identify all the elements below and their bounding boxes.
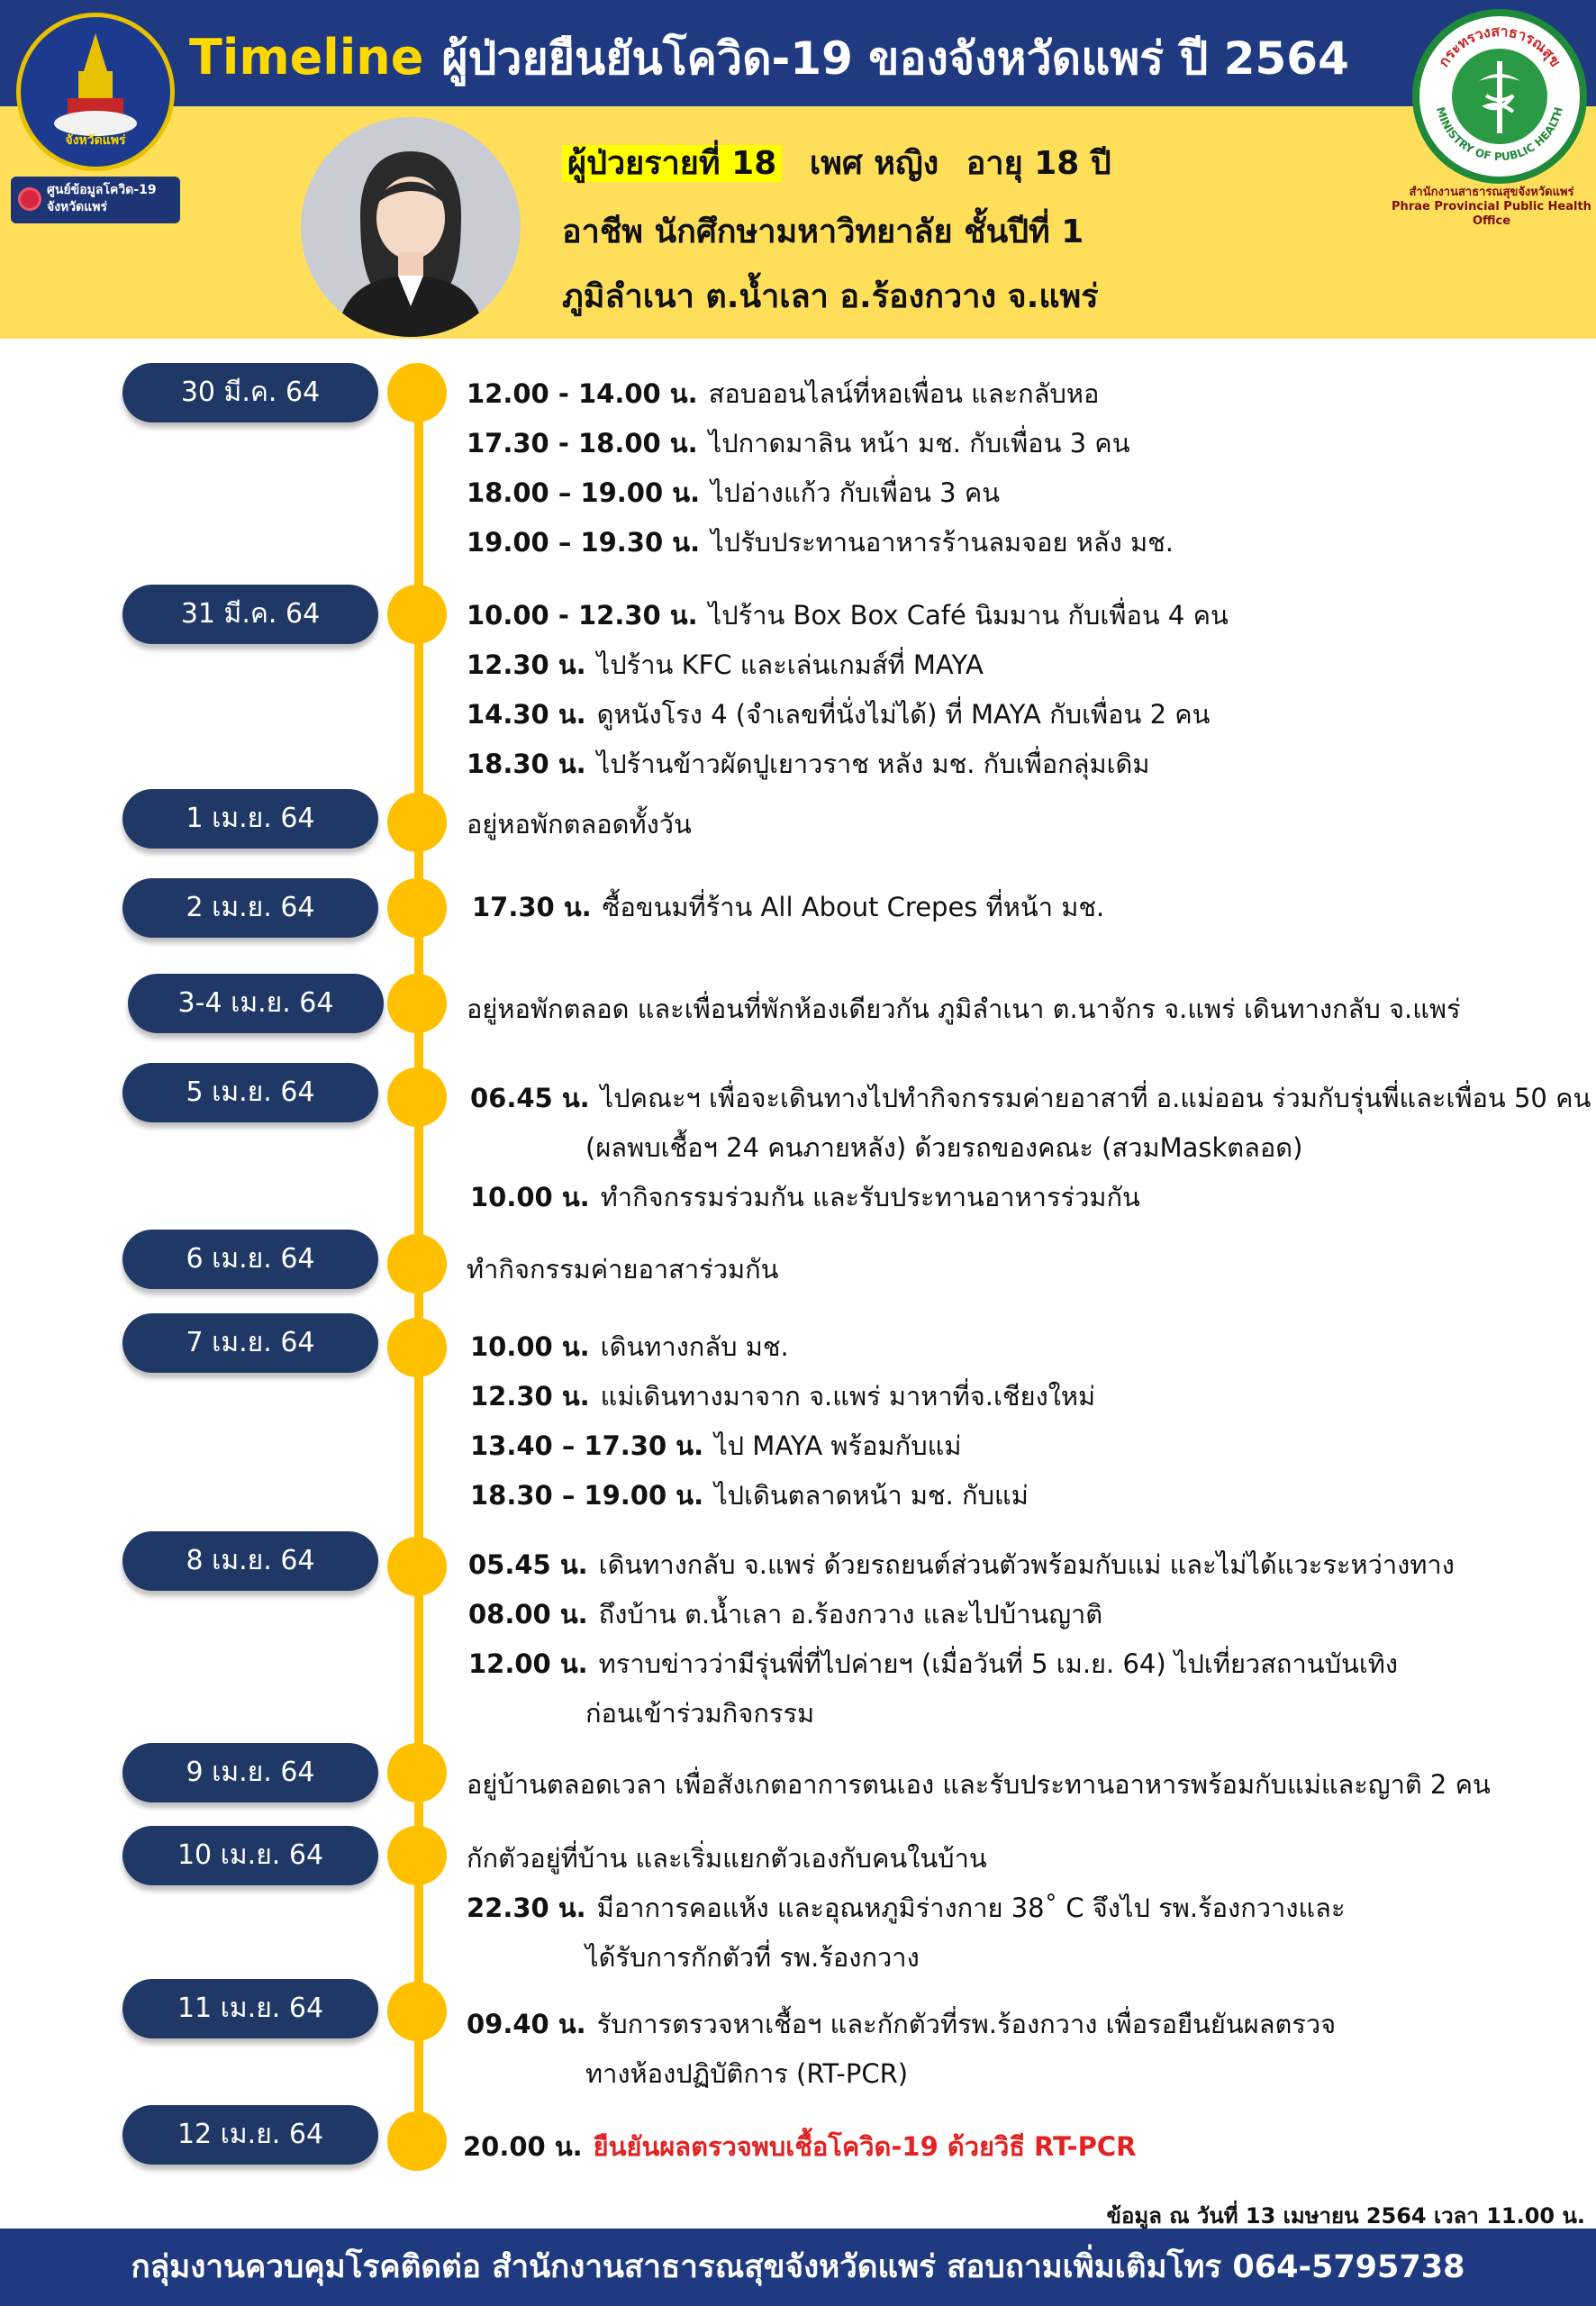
event-text: ไปอ่างแก้ว กับเพื่อน 3 คน [711,477,1001,508]
event-text: รับการตรวจหาเชื้อฯ และกักตัวที่รพ.ร้องกวาง เพื่อรอยืนยันผลตรวจ [596,2009,1337,2039]
timeline-event [467,522,1174,563]
event-text: ซื้อขนมที่ร้าน All About Crepes ที่หน้า มช. [602,892,1105,922]
timeline-event [470,1326,789,1367]
event-time: 13.40 – 17.30 น. [470,1430,704,1461]
patient-hometown: ภูมิลำเนา ต.น้ำเลา อ.ร้องกวาง จ.แพร่ [562,278,1099,315]
timeline-dot [387,1826,447,1885]
event-time: 12.00 - 14.00 น. [467,378,698,409]
event-text: ทราบข่าวว่ามีรุ่นพี่ที่ไปค่ายฯ (เมื่อวันที่ 5 เม.ย. 64) ไปเที่ยวสถานบันเทิง [598,1648,1399,1679]
timeline-dot [387,585,447,644]
timeline-dot [387,363,447,422]
covid-center-line1: ศูนย์ข้อมูลโควิด-19 [47,183,157,197]
timeline-event [585,2053,908,2094]
timeline-event [585,1693,814,1734]
event-time: 06.45 น. [470,1083,590,1113]
event-text: ไป MAYA พร้อมกับแม่ [714,1430,962,1461]
moph-logo-icon [1412,9,1587,184]
event-time: 12.30 น. [467,649,586,680]
event-time: 20.00 น. [463,2131,583,2162]
timeline-event [467,472,1000,513]
timeline-event [470,1475,1029,1516]
timeline-dot [387,1067,447,1127]
covid-data-center-badge [11,177,180,223]
patient-occupation: อาชีพ นักศึกษามหาวิทยาลัย ชั้นปีที่ 1 [562,213,1084,250]
timeline-dot [387,1982,447,2041]
timeline-event [463,2126,1137,2167]
event-time: 10.00 น. [470,1182,590,1212]
event-text: อยู่หอพักตลอด และเพื่อนที่พักห้องเดียวกัน ภูมิลำเนา ต.นาจักร จ.แพร่ เดินทางกลับ จ.แพร่ [467,994,1461,1024]
patient-number: ผู้ป่วยรายที่ 18 [562,145,782,182]
timeline-date: 1 เม.ย. 64 [122,789,378,849]
event-text: กักตัวอยู่ที่บ้าน และเริ่มแยกตัวเองกับคนในบ้าน [467,1843,987,1874]
virus-icon [18,187,41,211]
timeline-event [468,1544,1455,1585]
timeline-dot [387,1743,447,1802]
event-time: 10.00 น. [470,1331,590,1362]
event-text: ดูหนังโรง 4 (จำเลขที่นั่งไม่ได้) ที่ MAYA กับเพื่อน 2 คน [596,699,1211,730]
timeline-event [467,1764,1491,1805]
event-text: ไปร้าน KFC และเล่นเกมส์ที่ MAYA [596,649,984,680]
event-text: ไปรับประทานอาหารร้านลมจอย หลัง มช. [711,527,1174,558]
footer [0,2229,1596,2306]
event-text: ไปคณะฯ เพื่อจะเดินทางไปทำกิจกรรมค่ายอาสาที่ อ.แม่ออน ร่วมกับรุ่นพี่และเพื่อน 50 คน [600,1083,1591,1113]
event-time: 18.30 – 19.00 น. [470,1480,704,1511]
timeline-event [467,1248,779,1290]
event-text: ได้รับการกักตัวที่ รพ.ร้องกวาง [585,1942,920,1973]
timeline-event [468,1643,1398,1684]
timeline-date: 8 เม.ย. 64 [122,1531,378,1591]
event-time: 09.40 น. [467,2009,586,2039]
event-time: 12.30 น. [470,1381,590,1412]
timeline-event [470,1077,1591,1119]
event-time: 14.30 น. [467,699,586,730]
timeline-event [467,694,1210,735]
patient-age: อายุ 18 ปี [966,145,1111,182]
event-text: ถึงบ้าน ต.น้ำเลา อ.ร้องกวาง และไปบ้านญาติ [598,1599,1103,1630]
event-text: ไปกาดมาลิน หน้า มช. กับเพื่อน 3 คน [708,428,1130,458]
province-seal-icon [16,13,175,171]
timeline-date: 3-4 เม.ย. 64 [128,974,384,1033]
timeline-event [467,743,1149,785]
timeline-event [467,595,1229,636]
province-seal-caption: จังหวัดแพร่ [65,133,126,148]
moph-logo-top: กระทรวงสาธารณสุข [1435,22,1564,70]
timeline-date: 5 เม.ย. 64 [122,1063,378,1122]
patient-summary [562,137,1111,188]
event-time: 19.00 – 19.30 น. [467,527,701,558]
timeline-date: 12 เม.ย. 64 [122,2105,378,2165]
timeline-date: 7 เม.ย. 64 [122,1313,378,1373]
timeline-event [467,422,1130,464]
event-text: ไปร้านข้าวผัดปูเยาวราช หลัง มช. กับเพื่อกลุ่มเดิม [596,749,1150,779]
timeline-event [470,1375,1095,1417]
timeline-event [467,644,984,685]
event-text: ไปเดินตลาดหน้า มช. กับแม่ [714,1480,1029,1511]
event-time: 17.30 น. [472,892,592,922]
timeline-dot [387,878,447,938]
event-time: 12.00 น. [468,1648,588,1679]
timeline-event [472,886,1104,928]
event-time: 08.00 น. [468,1599,588,1630]
event-time: 18.00 – 19.00 น. [467,477,701,508]
patient-sex: เพศ หญิง [809,145,939,182]
timeline-event [470,1425,961,1466]
moph-logo-bottom: MINISTRY OF PUBLIC HEALTH [1434,105,1565,164]
title-main: Timeline [189,29,424,86]
moph-caption-th: สำนักงานสาธารณสุขจังหวัดแพร่ [1409,186,1574,199]
timeline-dot [387,1318,447,1377]
timeline-event [467,2003,1336,2045]
event-text: (ผลพบเชื้อฯ 24 คนภายหลัง) ด้วยรถของคณะ (สวมMaskตลอด) [585,1132,1303,1163]
event-text: เดินทางกลับ มช. [600,1331,789,1362]
event-text: อยู่บ้านตลอดเวลา เพื่อสังเกตอาการตนเอง และรับประทานอาหารพร้อมกับแม่และญาติ 2 คน [467,1769,1491,1800]
event-text: เดินทางกลับ จ.แพร่ ด้วยรถยนต์ส่วนตัวพร้อมกับแม่ และไม่ได้แวะระหว่างทาง [598,1549,1455,1580]
avatar [301,117,521,337]
event-text: มีอาการคอแห้ง และอุณหภูมิร่างกาย 38˚ C จึงไป รพ.ร้องกวางและ [596,1893,1346,1923]
moph-caption [1387,186,1596,229]
timeline-date: 31 มี.ค. 64 [122,585,378,644]
event-time: 17.30 - 18.00 น. [467,428,698,458]
timeline-date: 10 เม.ย. 64 [122,1826,378,1885]
timeline-date: 11 เม.ย. 64 [122,1979,378,2038]
moph-caption-en: Phrae Provincial Public Health Office [1392,200,1591,228]
event-text: แม่เดินทางมาจาก จ.แพร่ มาหาที่จ.เชียงใหม่ [600,1381,1096,1412]
timeline-event [467,988,1461,1030]
event-text: สอบออนไลน์ที่หอเพื่อน และกลับหอ [708,378,1100,409]
event-time: 22.30 น. [467,1893,586,1923]
event-text: ยืนยันผลตรวจพบเชื้อโควิด-19 ด้วยวิธี RT-PCR [593,2131,1137,2162]
event-time: 05.45 น. [468,1549,588,1580]
caduceus-icon [1452,49,1547,144]
timeline-event [585,1937,920,1978]
timeline-dot [387,974,447,1033]
event-text: ทางห้องปฏิบัติการ (RT-PCR) [585,2058,909,2089]
event-time: 10.00 - 12.30 น. [467,600,698,631]
page-title [189,22,1414,94]
covid-center-line2: จังหวัดแพร่ [47,200,107,214]
event-text: ทำกิจกรรมค่ายอาสาร่วมกัน [467,1254,779,1285]
event-text: ทำกิจกรรมร่วมกัน และรับประทานอาหารร่วมกัน [600,1182,1140,1212]
event-text: อยู่หอพักตลอดทั้งวัน [467,809,692,840]
timeline-date: 6 เม.ย. 64 [122,1230,378,1289]
timeline-event [467,803,692,845]
title-sub: ผู้ป่วยยืนยันโควิด-19 ของจังหวัดแพร่ ปี 2564 [441,32,1349,85]
timeline-event [470,1176,1140,1218]
timeline-date: 9 เม.ย. 64 [122,1743,378,1802]
timeline-dot [387,1234,447,1294]
timeline-event [585,1127,1302,1168]
timeline-date: 30 มี.ค. 64 [122,363,378,422]
timeline-date: 2 เม.ย. 64 [122,878,378,938]
female-avatar-icon [301,117,521,337]
timeline-dot [387,2111,447,2171]
timeline-event [467,1887,1346,1929]
event-time: 18.30 น. [467,749,586,779]
timeline-dot [387,1537,447,1596]
timeline-event [467,1838,987,1879]
event-text: ไปร้าน Box Box Café นิมมาน กับเพื่อน 4 คน [708,600,1229,631]
data-as-of-note: ข้อมูล ณ วันที่ 13 เมษายน 2564 เวลา 11.00 น. [1106,2203,1585,2229]
timeline-event [468,1593,1102,1635]
event-text: ก่อนเข้าร่วมกิจกรรม [585,1698,815,1729]
timeline-event [467,373,1099,414]
timeline-dot [387,793,447,852]
footer-text: กลุ่มงานควบคุมโรคติดต่อ สำนักงานสาธารณสุขจังหวัดแพร่ สอบถามเพิ่มเติมโทร 064-5795738 [131,2249,1465,2285]
